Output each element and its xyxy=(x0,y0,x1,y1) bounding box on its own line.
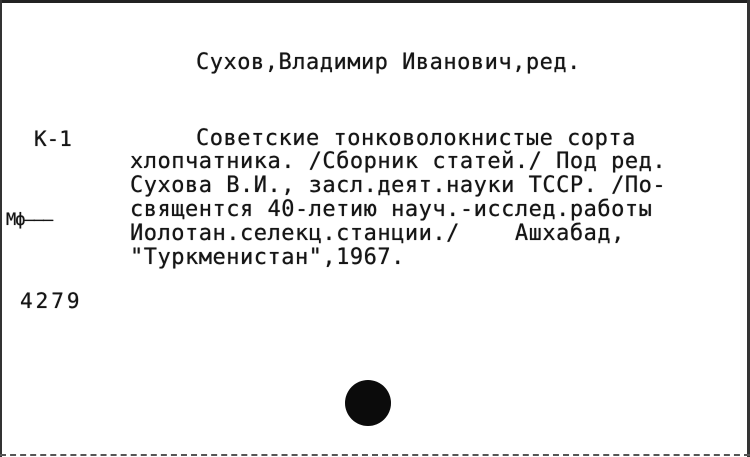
description-line-3: Сухова В.И., засл.деят.науки ТССР. /По- xyxy=(130,173,667,198)
shelf-mark xyxy=(6,72,83,369)
shelf-mark-line-2: Мф––– xyxy=(6,210,53,230)
punch-hole xyxy=(345,380,391,426)
shelf-mark-line-3: 4279 xyxy=(20,289,83,313)
shelf-mark-line-1: К-1 xyxy=(34,127,72,151)
card-left-edge xyxy=(0,0,2,457)
description-line-1: Советские тонковолокнистые сорта xyxy=(196,126,636,151)
description-line-2: хлопчатника. /Сборник статей./ Под ред. xyxy=(130,149,667,174)
card-bottom-edge xyxy=(0,454,750,456)
card-top-edge xyxy=(0,0,750,3)
description-line-5: Иолотан.селекц.станции./ Ашхабад, xyxy=(130,221,625,246)
author-heading: Сухов,Владимир Иванович,ред. xyxy=(196,50,581,75)
description-line-4: священтся 40-летию науч.-исслед.работы xyxy=(130,197,653,222)
description-line-6: "Туркменистан",1967. xyxy=(130,245,405,270)
